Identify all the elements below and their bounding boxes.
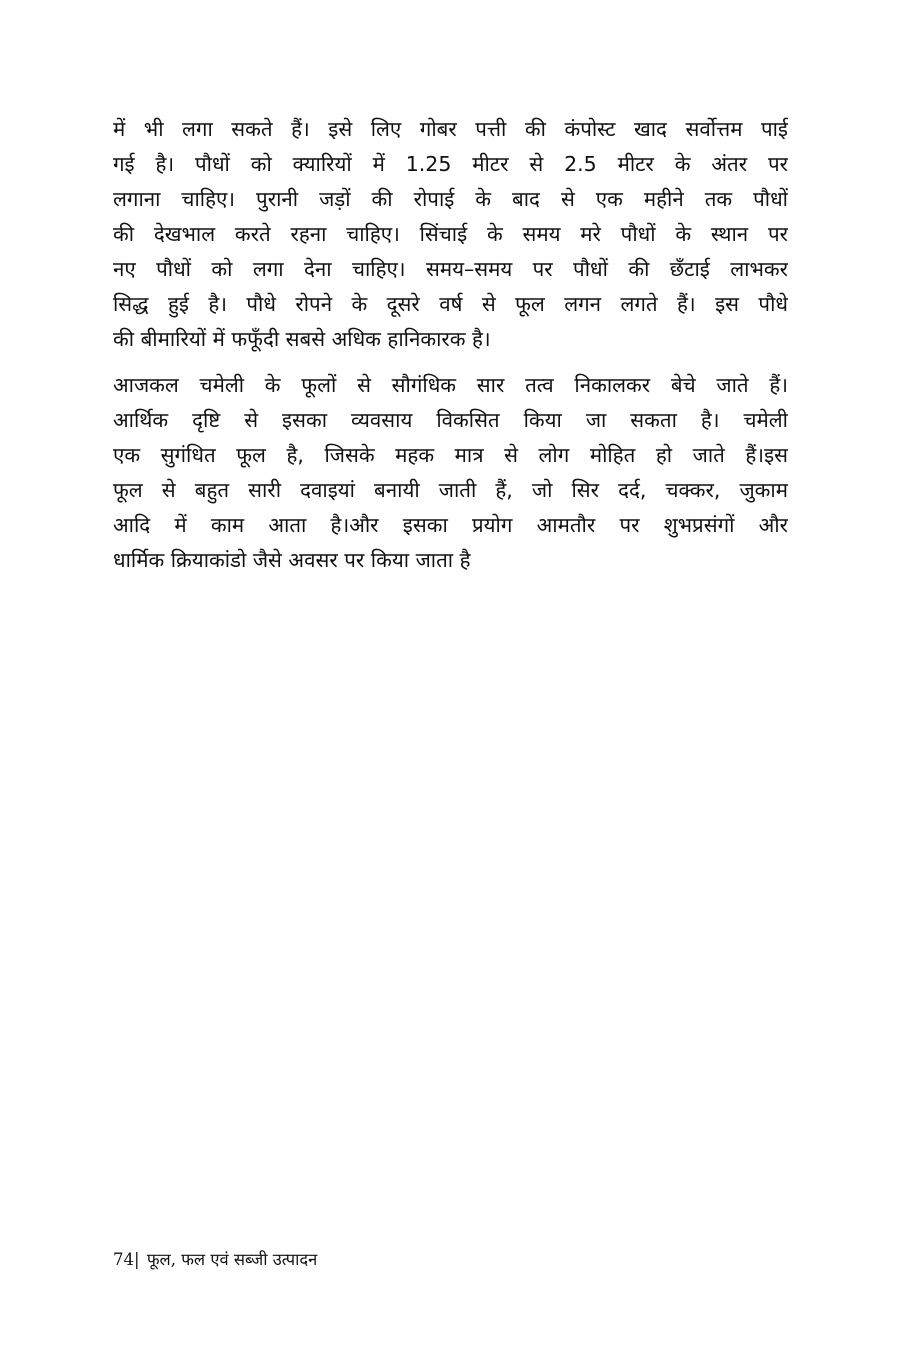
paragraph-1-line-4: की देखभाल करते रहना चाहिए। सिंचाई के समय मरे पौधों के स्थान पर: [113, 222, 788, 246]
paragraph-1-line-6: सिद्ध हुई है। पौधे रोपने के दूसरे वर्ष से फूल लगन लगते हैं। इस पौधे: [113, 292, 788, 316]
paragraph-2: [113, 368, 788, 578]
paragraph-2-line-2: आर्थिक दृष्टि से इसका व्यवसाय विकसित किया जा सकता है। चमेली: [113, 408, 788, 432]
paragraph-2-line-6: धार्मिक क्रियाकांडो जैसे अवसर पर किया जाता है: [113, 548, 471, 572]
page-body: [113, 112, 788, 578]
paragraph-1-line-1: में भी लगा सकते हैं। इसे लिए गोबर पत्ती की कंपोस्ट खाद सर्वोत्तम पाई: [113, 117, 788, 141]
paragraph-1-line-2: गई है। पौधों को क्यारियों में 1.25 मीटर से 2.5 मीटर के अंतर पर: [113, 152, 788, 176]
paragraph-2-line-5: आदि में काम आता है।और इसका प्रयोग आमतौर पर शुभप्रसंगों और: [113, 513, 788, 537]
paragraph-1-line-7: की बीमारियों में फफूँदी सबसे अधिक हानिकारक है।: [113, 327, 491, 351]
paragraph-2-line-4: फूल से बहुत सारी दवाइयां बनायी जाती हैं, जो सिर दर्द, चक्कर, जुकाम: [113, 478, 788, 502]
paragraph-1: [113, 112, 788, 357]
page-number: 74: [113, 1250, 134, 1269]
paragraph-2-line-1: आजकल चमेली के फूलों से सौगंधिक सार तत्व निकालकर बेचे जाते हैं।: [113, 373, 788, 397]
paragraph-1-line-3: लगाना चाहिए। पुरानी जड़ों की रोपाई के बाद से एक महीने तक पौधों: [113, 187, 788, 211]
page-footer: [113, 1248, 317, 1272]
book-title: फूल, फल एवं सब्जी उत्पादन: [146, 1250, 318, 1269]
footer-separator: |: [134, 1250, 140, 1269]
paragraph-2-line-3: एक सुगंधित फूल है, जिसके महक मात्र से लोग मोहित हो जाते हैं।इस: [113, 443, 788, 467]
paragraph-1-line-5: नए पौधों को लगा देना चाहिए। समय–समय पर पौधों की छँटाई लाभकर: [113, 257, 788, 281]
